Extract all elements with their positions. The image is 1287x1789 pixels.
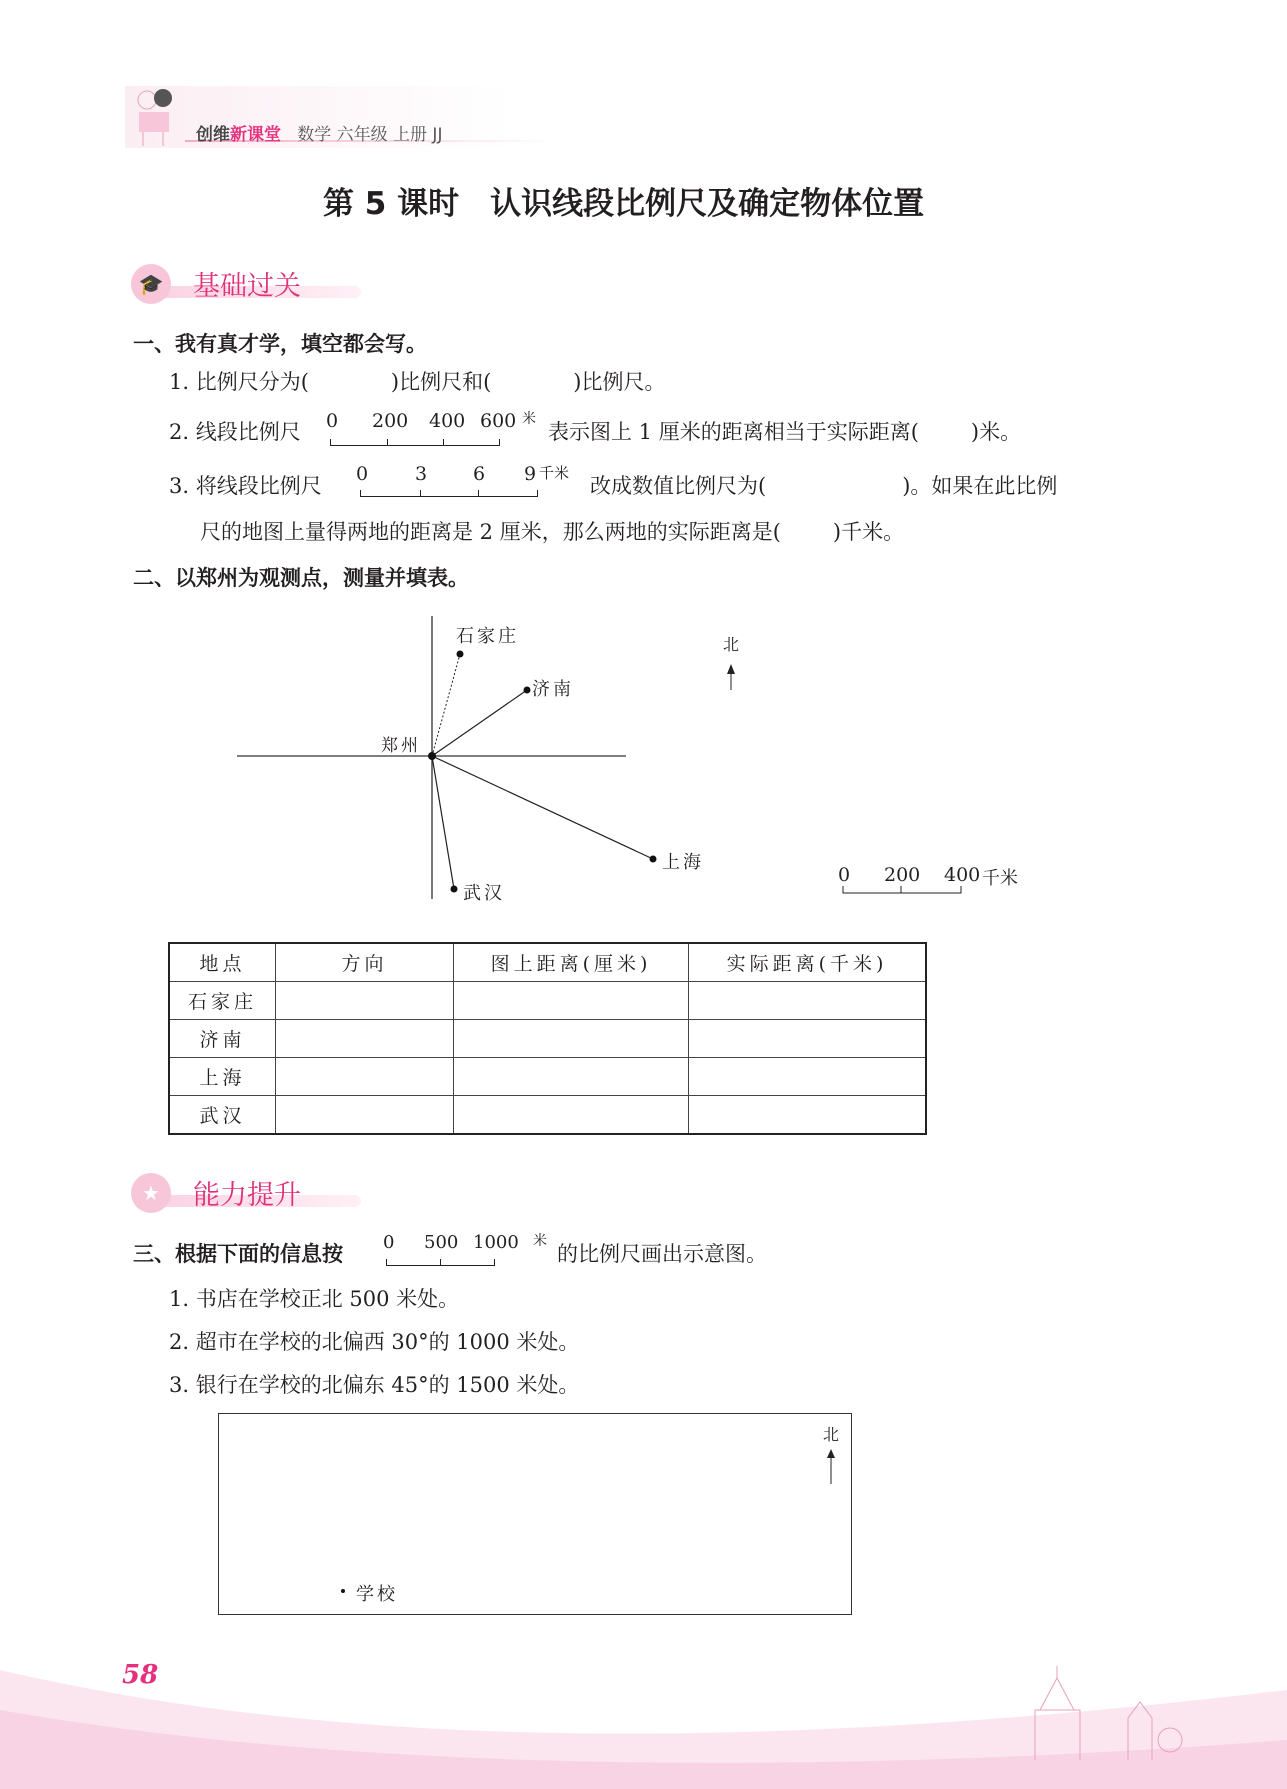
answer-cell[interactable] <box>454 1096 689 1135</box>
scale-unit: 千米 <box>539 464 570 482</box>
question-3-a <box>133 1242 343 1266</box>
text: 改成数值比例尺为( <box>590 474 767 498</box>
row-label: 武汉 <box>169 1096 276 1135</box>
scale-label: 500 <box>424 1232 459 1253</box>
answer-cell[interactable] <box>454 982 689 1020</box>
row-label: 上海 <box>169 1058 276 1096</box>
question-2-heading: 二、以郑州为观测点，测量并填表。 <box>133 566 469 590</box>
line-to-wuhan <box>432 756 454 889</box>
scale-label: 0 <box>326 410 339 432</box>
table-row <box>169 982 926 1020</box>
scale-label: 0 <box>383 1232 395 1253</box>
answer-cell[interactable] <box>454 1058 689 1096</box>
answer-cell[interactable] <box>689 1096 927 1135</box>
scale-label: 3 <box>415 463 428 485</box>
q3-item-2: 2. 超市在学校的北偏西 30°的 1000 米处。 <box>169 1330 580 1354</box>
graduation-cap-icon: 🎓 <box>131 264 171 304</box>
scale-label: 400 <box>944 864 981 886</box>
city-label-shanghai: 上海 <box>662 852 704 873</box>
scale-label: 0 <box>838 864 851 886</box>
scale-label: 0 <box>356 463 369 485</box>
city-label-zhengzhou: 郑州 <box>381 736 421 756</box>
scale-label: 200 <box>884 864 921 886</box>
row-label: 石家庄 <box>169 982 276 1020</box>
answer-cell[interactable] <box>276 1096 454 1135</box>
table-row <box>169 1096 926 1135</box>
shijiazhuang-point <box>457 651 464 658</box>
column-header: 方向 <box>276 943 454 982</box>
answer-cell[interactable] <box>454 1020 689 1058</box>
question-3-b: 的比例尺画出示意图。 <box>557 1242 767 1266</box>
scale-label: 400 <box>429 410 466 432</box>
text: )比例尺和( <box>390 370 492 394</box>
answer-cell[interactable] <box>276 1058 454 1096</box>
scale-label: 6 <box>473 463 486 485</box>
north-label: 北 <box>723 635 740 654</box>
school-point <box>341 1589 345 1593</box>
city-label-shijiazhuang: 石家庄 <box>456 626 519 647</box>
scale-label: 200 <box>372 410 409 432</box>
book-subject: 数学 六年级 上册 JJ <box>297 125 443 145</box>
q3-item-3: 3. 银行在学校的北偏东 45°的 1500 米处。 <box>169 1373 580 1397</box>
answer-cell[interactable] <box>689 1058 927 1096</box>
q3-item-1: 1. 书店在学校正北 500 米处。 <box>169 1287 460 1311</box>
text: )。如果在此比例 <box>902 474 1058 498</box>
scale-label: 1000 <box>473 1232 519 1253</box>
table-header-row <box>169 943 926 982</box>
wuhan-point <box>451 886 458 893</box>
scale-label: 600 <box>480 410 517 432</box>
scale-unit: 米 <box>522 411 536 427</box>
column-header: 地点 <box>169 943 276 982</box>
jinan-point <box>524 687 531 694</box>
line-to-jinan <box>432 690 527 756</box>
row-label: 济南 <box>169 1020 276 1058</box>
text: 1. 比例尺分为( <box>169 370 309 394</box>
page-number: 58 <box>122 1660 159 1690</box>
trophy-icon: ★ <box>131 1173 171 1213</box>
answer-cell[interactable] <box>276 982 454 1020</box>
question-1-heading: 一、我有真才学，填空都会写。 <box>133 332 427 356</box>
section-label: 基础过关 <box>193 271 301 302</box>
column-header: 实际距离(千米) <box>689 943 927 982</box>
text: 三、根据下面的信息按 <box>133 1242 343 1266</box>
answer-cell[interactable] <box>689 982 927 1020</box>
answer-cell[interactable] <box>689 1020 927 1058</box>
table-row <box>169 1058 926 1096</box>
text: 表示图上 1 厘米的距离相当于实际距离( <box>548 420 919 444</box>
column-header: 图上距离(厘米) <box>454 943 689 982</box>
north-arrow-icon <box>823 1448 839 1488</box>
zhengzhou-point <box>428 752 436 760</box>
school-label: 学校 <box>356 1584 398 1605</box>
text: )比例尺。 <box>573 370 666 394</box>
text: )米。 <box>970 420 1022 444</box>
city-label-wuhan: 武汉 <box>463 883 505 904</box>
scale-label: 9 <box>524 463 537 485</box>
scale-unit: 千米 <box>982 868 1018 889</box>
drawing-area[interactable] <box>218 1413 852 1615</box>
text: )千米。 <box>832 520 905 544</box>
footer-decoration <box>0 1630 1287 1789</box>
line-scale-bar <box>386 1259 495 1266</box>
answer-cell[interactable] <box>276 1020 454 1058</box>
section-label: 能力提升 <box>193 1180 301 1211</box>
page-title: 第 5 课时 认识线段比例尺及确定物体位置 <box>323 186 925 222</box>
scale-unit: 米 <box>533 1233 547 1249</box>
section-header-ability <box>131 1171 361 1215</box>
text: 尺的地图上量得两地的距离是 2 厘米，那么两地的实际距离是( <box>200 520 781 544</box>
line-to-shanghai <box>432 756 653 859</box>
q1-item-3-a: 3. 将线段比例尺 <box>169 474 322 498</box>
city-label-jinan: 济南 <box>532 679 574 700</box>
measurement-table <box>168 942 927 1135</box>
table-row <box>169 1020 926 1058</box>
brand-name-highlight: 新课堂 <box>230 125 281 145</box>
line-to-shijiazhuang <box>432 654 460 756</box>
map-scale-bar <box>843 886 961 893</box>
q1-item-2-a: 2. 线段比例尺 <box>169 420 301 444</box>
north-label: 北 <box>823 1425 840 1444</box>
brand-name: 创维 <box>196 125 230 145</box>
shanghai-point <box>650 856 657 863</box>
